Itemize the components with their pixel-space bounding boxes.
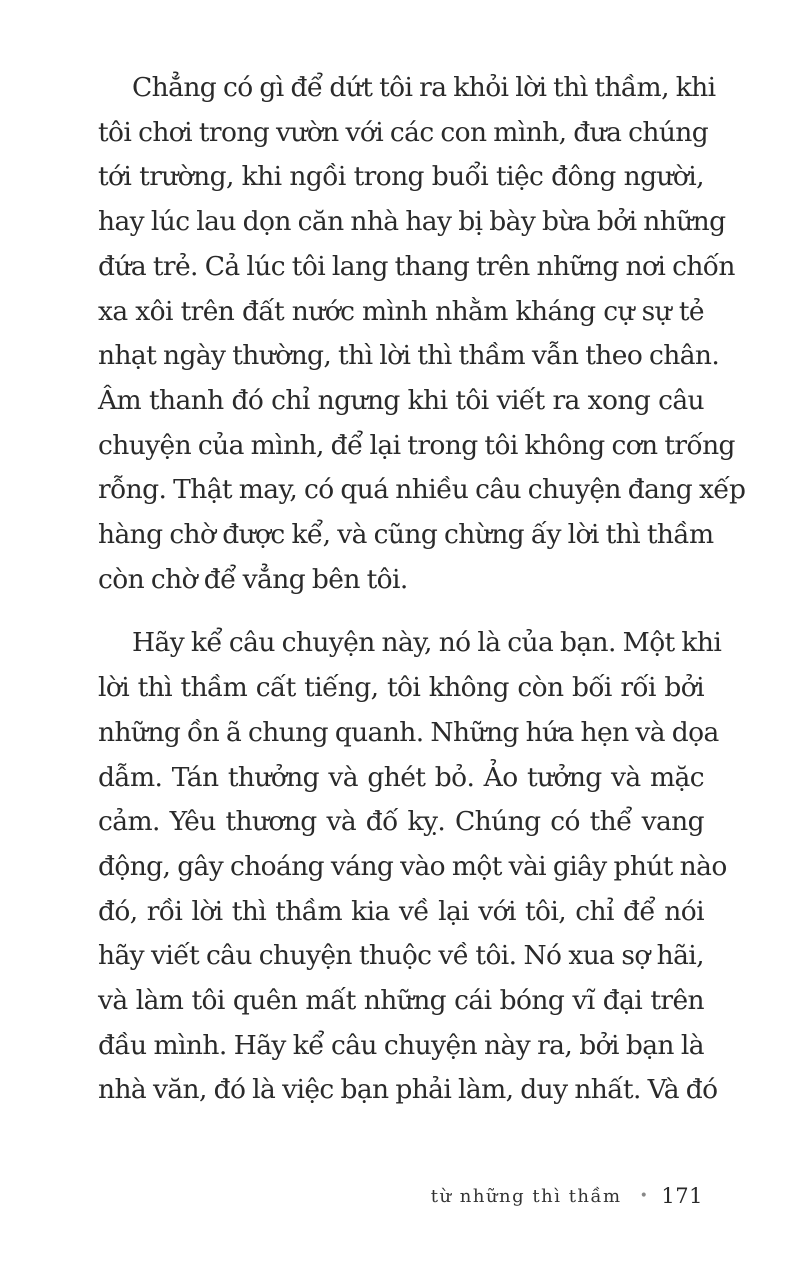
page-number: 171 bbox=[661, 1184, 703, 1208]
text-line: đầu mình. Hãy kể câu chuyện này ra, bởi bạn là bbox=[98, 1029, 704, 1061]
bullet-separator-icon: • bbox=[639, 1188, 650, 1204]
paragraph-2 bbox=[98, 621, 727, 1113]
paragraph-1 bbox=[98, 66, 746, 602]
text-line: tới trường, khi ngồi trong buổi tiệc đông người, bbox=[98, 161, 704, 193]
text-line: cảm. Yêu thương và đố kỵ. Chúng có thể vang bbox=[98, 806, 704, 838]
text-line: và làm tôi quên mất những cái bóng vĩ đại trên bbox=[98, 985, 704, 1017]
text-line: còn chờ để vẳng bên tôi. bbox=[98, 563, 408, 595]
text-line: Âm thanh đó chỉ ngưng khi tôi viết ra xong câu bbox=[98, 384, 704, 416]
text-line: xa xôi trên đất nước mình nhằm kháng cự sự tẻ bbox=[98, 295, 704, 327]
text-line: nhạt ngày thường, thì lời thì thầm vẫn theo chân. bbox=[98, 340, 720, 372]
text-line: hãy viết câu chuyện thuộc về tôi. Nó xua sợ hãi, bbox=[98, 940, 704, 972]
text-line: hay lúc lau dọn căn nhà hay bị bày bừa bởi những bbox=[98, 206, 726, 238]
text-line: Chẳng có gì để dứt tôi ra khỏi lời thì thầm, khi bbox=[132, 72, 716, 103]
text-line: nhà văn, đó là việc bạn phải làm, duy nhất. Và đó bbox=[98, 1074, 718, 1106]
page-body bbox=[98, 66, 746, 1113]
text-line: tôi chơi trong vườn với các con mình, đưa chúng bbox=[98, 116, 709, 148]
text-line: lời thì thầm cất tiếng, tôi không còn bối rối bởi bbox=[98, 672, 704, 704]
page-footer bbox=[431, 1184, 703, 1208]
text-line: rỗng. Thật may, có quá nhiều câu chuyện đang xếp bbox=[98, 474, 746, 506]
text-line: đứa trẻ. Cả lúc tôi lang thang trên những nơi chốn bbox=[98, 250, 735, 282]
text-line: dẫm. Tán thưởng và ghét bỏ. Ảo tưởng và mặc bbox=[98, 761, 704, 793]
text-line: Hãy kể câu chuyện này, nó là của bạn. Một khi bbox=[132, 627, 722, 659]
text-line: đó, rồi lời thì thầm kia về lại với tôi, chỉ để nói bbox=[98, 895, 704, 927]
text-line: động, gây choáng váng vào một vài giây phút nào bbox=[98, 850, 727, 882]
text-line: chuyện của mình, để lại trong tôi không cơn trống bbox=[98, 429, 735, 461]
text-line: hàng chờ được kể, và cũng chừng ấy lời thì thầm bbox=[98, 519, 714, 551]
text-line: những ồn ã chung quanh. Những hứa hẹn và dọa bbox=[98, 716, 719, 748]
running-title: từ những thì thầm bbox=[430, 1185, 622, 1207]
